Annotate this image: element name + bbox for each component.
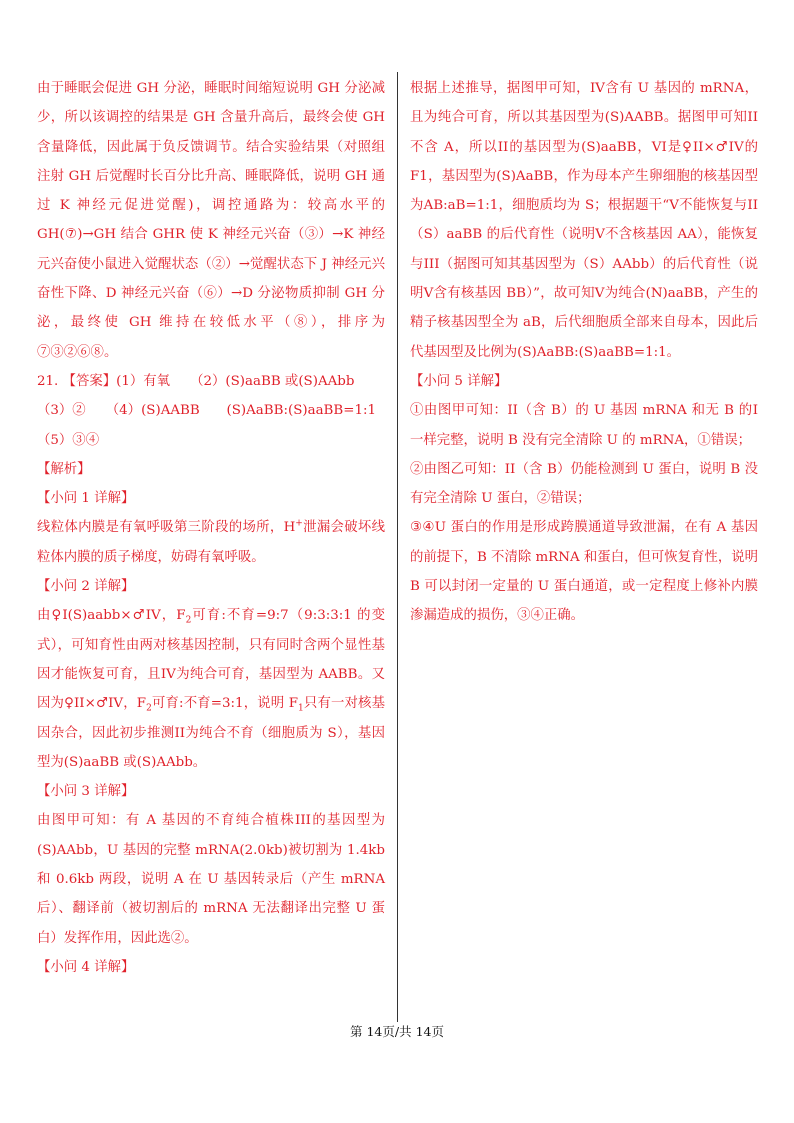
column-divider <box>397 72 398 1022</box>
subquestion-5-item-3: ③④U 蛋白的作用是形成跨膜通道导致泄漏，在有 A 基因的前提下，B 不清除 mRNA 和蛋白，但可恢复育性，说明 B 可以封闭一定量的 U 蛋白通道，或一定程度上修补内膜渗漏造成的损伤，③④正确。 <box>410 520 758 624</box>
subquestion-2-text: 由♀I(S)aabb×♂IV，$F_2$可育:不育=9:7（9:3:3:1 的变式），可知育性由两对核基因控制，只有同时含两个显性基因才能恢复可育，且IV为纯合可育，基因型为 AABB。又因为♀II×♂IV，$F_2$可育:不育=3:1，说明 $F_1$只有一对核基因杂合，因此初步推测II为纯合不育（细胞质为 S），基因型为(S)aaBB 或(S)AAbb。 <box>37 608 385 770</box>
answer-line-2: （3）② （4）(S)AABB (S)AaBB:(S)aaBB=1:1 <box>37 403 377 419</box>
subquestion-3-heading: 【小问 3 详解】 <box>37 784 135 800</box>
right-column <box>410 74 758 631</box>
intro-paragraph: 由于睡眠会促进 GH 分泌，睡眠时间缩短说明 GH 分泌减少，所以该调控的结果是 GH 含量升高后，最终会使 GH 含量降低，因此属于负反馈调节。结合实验结果（对照组注射 GH 后觉醒时长百分比升高、睡眠降低，说明 GH 通过 K 神经元促进觉醒)，调控通路为：较高水平的 GH(⑦)→GH 结合 GHR 使 K 神经元兴奋（③）→K 神经元兴奋使小鼠进入觉醒状态（②）→觉醒状态下 J 神经元兴奋性下降、D 神经元兴奋（⑥）→D 分泌物质抑制 GH 分泌，最终使 GH 维持在较低水平（⑧），排序为⑦③②⑥⑧。 <box>37 81 385 360</box>
subquestion-5-item-2: ②由图乙可知：II（含 B）仍能检测到 U 蛋白，说明 B 没有完全清除 U 蛋白，②错误； <box>410 461 758 507</box>
analysis-heading: 【解析】 <box>37 461 91 477</box>
subquestion-2-heading: 【小问 2 详解】 <box>37 579 135 595</box>
subquestion-3-text: 由图甲可知：有 A 基因的不育纯合植株III的基因型为(S)AAbb，U 基因的完整 mRNA(2.0kb)被切割为 1.4kb 和 0.6kb 两段，说明 A 在 U 基因转录后（产生 mRNA 后）、翻译前（被切割后的 mRNA 无法翻译出完整 U 蛋白）发挥作用，因此选②。 <box>37 813 385 946</box>
subquestion-4-heading: 【小问 4 详解】 <box>37 959 135 975</box>
answer-line-1: 21. 【答案】(1）有氧 （2）(S)aaBB 或(S)AAbb <box>37 373 355 389</box>
answer-line-3: （5）③④ <box>37 432 100 448</box>
subquestion-5-heading: 【小问 5 详解】 <box>410 373 508 389</box>
subquestion-5-item-1: ①由图甲可知：II（含 B）的 U 基因 mRNA 和无 B 的I一样完整，说明 B 没有完全清除 U 的 mRNA，①错误； <box>410 403 758 448</box>
subquestion-1-heading: 【小问 1 详解】 <box>37 491 135 507</box>
subquestion-4-text: 根据上述推导，据图甲可知，IV含有 U 基因的 mRNA，且为纯合可育，所以其基因型为(S)AABB。据图甲可知II不含 A，所以II的基因型为(S)aaBB，VI是♀II×♂IV的 F1，基因型为(S)AaBB，作为母本产生卵细胞的核基因型为AB:aB=1:1，细胞质均为 S；根据题干“V不能恢复与II（S）aaBB 的后代育性（说明V不含核基因 AA），能恢复与III（据图可知其基因型为（S）AAbb）的后代育性（说明V含有核基因 BB）”，故可知V为纯合(N)aaBB，产生的精子核基因型全为 aB，后代细胞质全部来自母本，因此后代基因型及比例为(S)AaBB:(S)aaBB=1:1。 <box>410 81 758 360</box>
left-column <box>37 74 385 982</box>
page-footer: 第 14页/共 14页 <box>350 1024 444 1039</box>
subquestion-1-text: 线粒体内膜是有氧呼吸第三阶段的场所，H+泄漏会破坏线粒体内膜的质子梯度，妨碍有氧呼吸。 <box>37 518 386 565</box>
